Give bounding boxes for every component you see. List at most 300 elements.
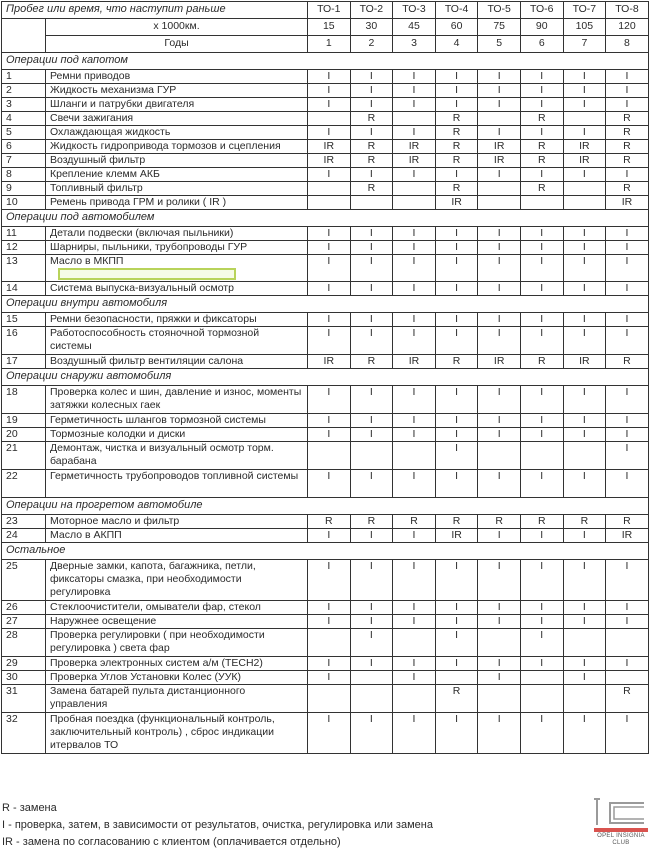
schedule-cell: I (393, 255, 436, 282)
schedule-cell: IR (606, 529, 649, 543)
operation-row (2, 98, 649, 112)
schedule-cell (563, 112, 606, 126)
schedule-cell: I (606, 713, 649, 754)
schedule-cell: I (350, 327, 393, 355)
schedule-cell: R (350, 154, 393, 168)
schedule-cell: I (308, 241, 351, 255)
section-header-row (2, 210, 649, 227)
schedule-cell: I (350, 414, 393, 428)
schedule-cell (350, 671, 393, 685)
operation-description (46, 442, 308, 470)
operation-number: 8 (2, 168, 46, 182)
operation-number: 15 (2, 313, 46, 327)
schedule-cell: R (606, 126, 649, 140)
schedule-cell: I (520, 386, 563, 414)
schedule-cell: I (393, 529, 436, 543)
schedule-cell: I (435, 386, 478, 414)
operation-number: 6 (2, 140, 46, 154)
operation-description-text: Демонтаж, чистка и визуальный осмотр торм. барабана (50, 442, 274, 467)
operation-number: 30 (2, 671, 46, 685)
schedule-cell (393, 196, 436, 210)
schedule-cell: I (435, 428, 478, 442)
schedule-cell: I (393, 327, 436, 355)
header-row-km (2, 19, 649, 36)
operation-description-text: Детали подвески (включая пыльники) (50, 227, 234, 239)
km-value: 30 (350, 19, 393, 36)
schedule-cell: I (520, 327, 563, 355)
operation-description (46, 282, 308, 296)
schedule-cell: I (478, 428, 521, 442)
schedule-cell: I (308, 615, 351, 629)
schedule-cell: I (606, 70, 649, 84)
operation-number: 19 (2, 414, 46, 428)
club-logo (592, 797, 650, 848)
operation-number: 27 (2, 615, 46, 629)
schedule-cell: I (478, 601, 521, 615)
operation-description-text: Проверка Углов Установки Колес (УУК) (50, 671, 241, 683)
year-value: 5 (478, 36, 521, 53)
schedule-cell: I (350, 560, 393, 601)
operation-description (46, 70, 308, 84)
schedule-cell: I (350, 629, 393, 657)
schedule-cell: I (393, 615, 436, 629)
schedule-cell: IR (563, 154, 606, 168)
schedule-cell: I (520, 601, 563, 615)
operation-description-text: Крепление клемм АКБ (50, 168, 160, 180)
schedule-cell (308, 629, 351, 657)
schedule-cell (308, 182, 351, 196)
schedule-cell: I (606, 241, 649, 255)
schedule-cell: IR (478, 355, 521, 369)
operation-description (46, 428, 308, 442)
schedule-cell: I (606, 327, 649, 355)
schedule-cell: R (350, 355, 393, 369)
year-value: 8 (606, 36, 649, 53)
schedule-cell: I (478, 713, 521, 754)
schedule-cell: I (606, 428, 649, 442)
schedule-cell: R (606, 182, 649, 196)
schedule-cell: I (350, 657, 393, 671)
schedule-cell: I (563, 255, 606, 282)
schedule-cell (478, 196, 521, 210)
schedule-cell: I (350, 241, 393, 255)
schedule-cell: I (350, 386, 393, 414)
schedule-cell: IR (435, 529, 478, 543)
operation-description (46, 355, 308, 369)
schedule-cell: R (435, 126, 478, 140)
schedule-cell: I (350, 98, 393, 112)
schedule-cell (308, 196, 351, 210)
operation-number: 11 (2, 227, 46, 241)
operation-number: 26 (2, 601, 46, 615)
schedule-cell: I (478, 282, 521, 296)
schedule-cell: I (563, 126, 606, 140)
section-title: Остальное (2, 543, 649, 560)
schedule-cell: R (606, 154, 649, 168)
operation-description (46, 241, 308, 255)
schedule-cell: I (308, 601, 351, 615)
schedule-cell: I (308, 84, 351, 98)
schedule-cell: R (520, 182, 563, 196)
header-blank-cell (2, 19, 46, 53)
schedule-cell: IR (435, 196, 478, 210)
year-value: 7 (563, 36, 606, 53)
schedule-cell: R (606, 515, 649, 529)
operation-number: 14 (2, 282, 46, 296)
operation-number: 29 (2, 657, 46, 671)
logo-text-line2: CLUB (612, 839, 630, 846)
schedule-cell: I (478, 657, 521, 671)
schedule-cell: I (563, 529, 606, 543)
schedule-cell: I (393, 601, 436, 615)
schedule-cell: I (520, 98, 563, 112)
schedule-cell: I (606, 615, 649, 629)
schedule-cell: I (520, 227, 563, 241)
operation-description-text: Моторное масло и фильтр (50, 515, 180, 527)
schedule-cell: I (308, 713, 351, 754)
schedule-cell (563, 685, 606, 713)
schedule-cell: I (435, 713, 478, 754)
schedule-cell: I (606, 601, 649, 615)
operation-number: 16 (2, 327, 46, 355)
schedule-cell: R (520, 140, 563, 154)
schedule-cell: I (393, 84, 436, 98)
schedule-cell: I (606, 442, 649, 470)
schedule-cell: I (435, 84, 478, 98)
schedule-cell: I (563, 227, 606, 241)
schedule-cell: I (393, 70, 436, 84)
operation-description (46, 182, 308, 196)
schedule-cell: I (563, 657, 606, 671)
schedule-cell: I (563, 428, 606, 442)
km-value: 15 (308, 19, 351, 36)
schedule-cell: I (308, 386, 351, 414)
schedule-cell (520, 671, 563, 685)
schedule-cell: I (563, 671, 606, 685)
schedule-cell: I (606, 386, 649, 414)
schedule-cell: I (435, 168, 478, 182)
schedule-cell: R (606, 112, 649, 126)
operation-description (46, 529, 308, 543)
schedule-cell: IR (308, 355, 351, 369)
schedule-cell: I (563, 241, 606, 255)
year-value: 3 (393, 36, 436, 53)
schedule-cell: I (563, 327, 606, 355)
operation-description (46, 470, 308, 498)
service-col-header: ТО-5 (478, 2, 521, 19)
schedule-cell: I (393, 428, 436, 442)
operation-row (2, 168, 649, 182)
operation-row (2, 629, 649, 657)
operation-row (2, 140, 649, 154)
operation-row (2, 227, 649, 241)
schedule-cell: R (520, 154, 563, 168)
year-value: 4 (435, 36, 478, 53)
schedule-cell (393, 442, 436, 470)
schedule-cell: I (520, 70, 563, 84)
service-col-header: ТО-4 (435, 2, 478, 19)
years-label: Годы (46, 36, 308, 53)
schedule-cell: I (435, 282, 478, 296)
schedule-cell: I (478, 255, 521, 282)
operation-number: 28 (2, 629, 46, 657)
operation-description-text: Замена батарей пульта дистанционного управления (50, 685, 246, 710)
schedule-cell (393, 685, 436, 713)
service-col-header: ТО-8 (606, 2, 649, 19)
schedule-cell: IR (606, 196, 649, 210)
operation-row (2, 241, 649, 255)
schedule-cell: I (606, 255, 649, 282)
schedule-cell: R (435, 685, 478, 713)
operation-description-text: Наружнее освещение (50, 615, 157, 627)
schedule-cell (606, 671, 649, 685)
schedule-cell (478, 112, 521, 126)
operation-description-text: Воздушный фильтр (50, 154, 146, 166)
operation-number: 21 (2, 442, 46, 470)
schedule-cell: I (350, 84, 393, 98)
operation-description (46, 685, 308, 713)
operation-number: 20 (2, 428, 46, 442)
schedule-cell: I (393, 168, 436, 182)
operation-row (2, 112, 649, 126)
schedule-cell: I (308, 327, 351, 355)
schedule-cell: I (393, 657, 436, 671)
schedule-cell: I (308, 313, 351, 327)
schedule-cell: R (520, 515, 563, 529)
schedule-cell (308, 112, 351, 126)
operation-row (2, 615, 649, 629)
legend-item-replace: R - замена (2, 802, 57, 814)
operation-number: 25 (2, 560, 46, 601)
schedule-cell: R (435, 182, 478, 196)
service-col-header: ТО-3 (393, 2, 436, 19)
operation-description (46, 168, 308, 182)
schedule-cell: I (606, 560, 649, 601)
operation-number: 31 (2, 685, 46, 713)
schedule-cell: I (520, 282, 563, 296)
service-col-header: ТО-7 (563, 2, 606, 19)
operation-description-text: Дверные замки, капота, багажника, петли, фиксаторы смазка, при необходимости регулировка (50, 560, 256, 598)
schedule-cell: I (435, 255, 478, 282)
schedule-cell (478, 685, 521, 713)
operation-row (2, 515, 649, 529)
schedule-cell: R (606, 140, 649, 154)
operation-description-text: Охлаждающая жидкость (50, 126, 171, 138)
schedule-cell: I (563, 282, 606, 296)
operation-description-text: Масло в АКПП (50, 529, 122, 541)
schedule-cell: I (478, 615, 521, 629)
operation-description (46, 84, 308, 98)
service-col-header: ТО-1 (308, 2, 351, 19)
schedule-cell: I (308, 98, 351, 112)
schedule-cell (393, 629, 436, 657)
schedule-cell: I (563, 470, 606, 498)
km-value: 45 (393, 19, 436, 36)
schedule-cell: I (393, 671, 436, 685)
schedule-cell: I (393, 470, 436, 498)
km-value: 60 (435, 19, 478, 36)
operation-row (2, 327, 649, 355)
operation-number: 32 (2, 713, 46, 754)
operation-description (46, 671, 308, 685)
operation-description-text: Ремни безопасности, пряжки и фиксаторы (50, 313, 257, 325)
operation-description (46, 196, 308, 210)
operation-number: 12 (2, 241, 46, 255)
operation-description (46, 386, 308, 414)
operation-number: 5 (2, 126, 46, 140)
schedule-cell: I (308, 428, 351, 442)
operation-description-text: Герметичность трубопроводов топливной системы (50, 470, 299, 482)
operation-description (46, 601, 308, 615)
schedule-cell (563, 629, 606, 657)
schedule-cell: I (435, 615, 478, 629)
schedule-cell: I (308, 70, 351, 84)
schedule-cell: I (435, 313, 478, 327)
operation-description-text: Работоспособность стояночной тормозной системы (50, 327, 260, 352)
schedule-cell: I (308, 529, 351, 543)
schedule-cell: I (308, 282, 351, 296)
operation-description-text: Тормозные колодки и диски (50, 428, 186, 440)
schedule-cell (563, 196, 606, 210)
operation-description-text: Пробная поездка (функциональный контроль, заключительный контроль) , сброс индикации итервалов ТО (50, 713, 275, 751)
schedule-cell: I (563, 313, 606, 327)
section-header-row (2, 543, 649, 560)
operation-row (2, 154, 649, 168)
schedule-cell (435, 671, 478, 685)
km-value: 105 (563, 19, 606, 36)
schedule-cell: R (435, 112, 478, 126)
schedule-cell (308, 685, 351, 713)
schedule-cell: I (478, 241, 521, 255)
schedule-cell: R (435, 140, 478, 154)
maintenance-schedule-table (1, 1, 649, 754)
schedule-cell: I (606, 168, 649, 182)
schedule-cell: I (308, 227, 351, 241)
schedule-cell: I (520, 313, 563, 327)
schedule-cell: I (393, 414, 436, 428)
schedule-cell: I (563, 713, 606, 754)
schedule-cell: I (520, 560, 563, 601)
schedule-cell (393, 112, 436, 126)
schedule-cell: I (520, 414, 563, 428)
schedule-cell: I (520, 629, 563, 657)
section-title: Операции внутри автомобиля (2, 296, 649, 313)
operation-description-text: Жидкость гидропривода тормозов и сцепления (50, 140, 281, 152)
schedule-cell (308, 442, 351, 470)
operation-description-text: Ремни приводов (50, 70, 131, 82)
schedule-cell: I (350, 255, 393, 282)
schedule-cell: I (520, 241, 563, 255)
schedule-cell: I (393, 713, 436, 754)
schedule-cell: IR (393, 154, 436, 168)
operation-row (2, 671, 649, 685)
schedule-cell: IR (563, 355, 606, 369)
schedule-cell (478, 629, 521, 657)
schedule-cell: IR (393, 140, 436, 154)
schedule-cell: R (435, 515, 478, 529)
operation-description (46, 515, 308, 529)
schedule-cell: I (350, 529, 393, 543)
ic-logo-icon (592, 797, 650, 833)
schedule-cell: I (435, 327, 478, 355)
operation-description-text: Стеклоочистители, омыватели фар, стекол (50, 601, 261, 613)
schedule-cell: I (520, 470, 563, 498)
schedule-cell (350, 196, 393, 210)
schedule-cell: I (350, 428, 393, 442)
operation-row (2, 182, 649, 196)
operation-row (2, 70, 649, 84)
schedule-cell: R (435, 154, 478, 168)
schedule-cell: I (606, 657, 649, 671)
schedule-cell: I (435, 657, 478, 671)
operation-description (46, 327, 308, 355)
schedule-cell: R (393, 515, 436, 529)
schedule-cell: I (350, 282, 393, 296)
schedule-cell: I (478, 168, 521, 182)
schedule-cell: I (606, 84, 649, 98)
schedule-cell: I (350, 713, 393, 754)
schedule-cell (563, 182, 606, 196)
schedule-cell: I (606, 414, 649, 428)
schedule-cell: I (350, 470, 393, 498)
schedule-cell: R (435, 355, 478, 369)
schedule-cell: I (393, 386, 436, 414)
schedule-cell: I (308, 255, 351, 282)
schedule-cell: I (308, 560, 351, 601)
section-header-row (2, 53, 649, 70)
schedule-cell: I (435, 98, 478, 112)
schedule-cell: R (350, 140, 393, 154)
schedule-cell: IR (563, 140, 606, 154)
schedule-cell: I (435, 442, 478, 470)
schedule-cell: I (520, 168, 563, 182)
operation-description (46, 560, 308, 601)
schedule-cell: I (393, 126, 436, 140)
schedule-cell: I (563, 98, 606, 112)
operation-row (2, 601, 649, 615)
schedule-cell: I (478, 529, 521, 543)
schedule-cell: R (478, 515, 521, 529)
operation-description (46, 154, 308, 168)
operation-description (46, 112, 308, 126)
schedule-cell: I (435, 241, 478, 255)
schedule-cell: I (520, 615, 563, 629)
schedule-cell: I (478, 386, 521, 414)
schedule-cell (606, 629, 649, 657)
operation-description-text: Проверка электронных систем а/м (TECH2) (50, 657, 263, 669)
schedule-cell (393, 182, 436, 196)
schedule-cell (563, 442, 606, 470)
operation-description-text: Шарниры, пыльники, трубопроводы ГУР (50, 241, 248, 253)
operation-row (2, 386, 649, 414)
schedule-cell: I (606, 282, 649, 296)
operation-description-text: Масло в МКПП (50, 255, 124, 267)
legend-item-replace-on-agreement: IR - замена по согласованию с клиентом (оплачивается отдельно) (2, 836, 341, 848)
schedule-cell: I (478, 227, 521, 241)
operation-description (46, 629, 308, 657)
schedule-cell: I (435, 560, 478, 601)
operation-description (46, 657, 308, 671)
schedule-cell: I (563, 615, 606, 629)
schedule-cell: I (563, 601, 606, 615)
schedule-cell: I (606, 313, 649, 327)
section-header-row (2, 296, 649, 313)
schedule-cell: I (606, 227, 649, 241)
schedule-cell: I (393, 282, 436, 296)
section-title: Операции на прогретом автомобиле (2, 498, 649, 515)
operation-description-text: Герметичность шлангов тормозной системы (50, 414, 266, 426)
operation-description (46, 255, 308, 282)
